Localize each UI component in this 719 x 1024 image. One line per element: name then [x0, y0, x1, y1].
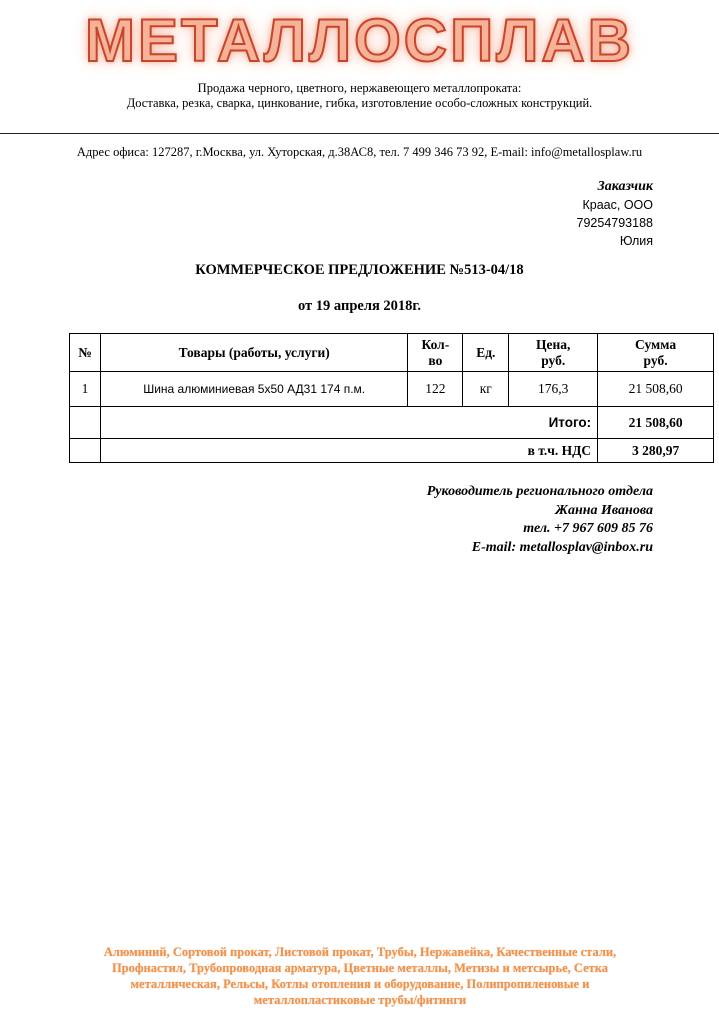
header-unit: Ед. — [463, 334, 509, 372]
vat-label: в т.ч. НДС — [100, 439, 597, 463]
row-item: Шина алюминиевая 5х50 АД31 174 п.м. — [100, 372, 407, 407]
header-price-line1: Цена, — [536, 336, 571, 352]
customer-phone: 79254793188 — [576, 216, 653, 230]
document-title: КОММЕРЧЕСКОЕ ПРЕДЛОЖЕНИЕ №513-04/18 — [195, 262, 524, 278]
header-price — [509, 334, 598, 372]
vat-value: 3 280,97 — [598, 439, 714, 463]
header-sum — [598, 334, 714, 372]
signature-block — [253, 483, 653, 557]
total-row — [70, 407, 714, 439]
document-date: от 19 апреля 2018г. — [297, 298, 422, 314]
vat-empty-cell — [70, 439, 101, 463]
row-num: 1 — [70, 372, 101, 407]
header-sum-line2: руб. — [643, 352, 668, 368]
company-tagline-line1: Продажа черного, цветного, нержавеющего металлопроката: — [197, 81, 522, 95]
total-value: 21 508,60 — [598, 407, 714, 439]
vat-row — [70, 439, 714, 463]
items-table — [69, 333, 714, 463]
customer-title: Заказчик — [597, 179, 653, 194]
header-qty-line1: Кол- — [421, 336, 450, 352]
signature-name: Жанна Иванова — [555, 502, 653, 518]
row-unit: кг — [463, 372, 509, 407]
row-sum: 21 508,60 — [598, 372, 714, 407]
customer-name: Краас, ООО — [582, 198, 653, 212]
header-qty-line2: во — [428, 352, 443, 368]
signature-position: Руководитель регионального отдела — [426, 484, 653, 499]
header-sum-line1: Сумма — [635, 336, 677, 352]
company-tagline-line2: Доставка, резка, сварка, цинкование, гибка, изготовление особо-сложных конструкций. — [126, 96, 593, 110]
header-num: № — [70, 334, 101, 372]
customer-block — [403, 177, 653, 250]
total-label: Итого: — [100, 407, 597, 439]
table-row — [70, 372, 714, 407]
header-price-line2: руб. — [541, 352, 566, 368]
table-header-row — [70, 334, 714, 372]
row-price: 176,3 — [509, 372, 598, 407]
company-logo: МЕТАЛЛОСПЛАВ — [84, 7, 635, 74]
signature-phone: тел. +7 967 609 85 76 — [523, 521, 653, 536]
header-item: Товары (работы, услуги) — [100, 334, 407, 372]
signature-email: E-mail: metallosplav@inbox.ru — [471, 539, 653, 555]
row-qty: 122 — [408, 372, 463, 407]
header-divider — [0, 133, 719, 134]
total-empty-cell — [70, 407, 101, 439]
header-qty — [408, 334, 463, 372]
footer-product-list: Алюминий, Сортовой прокат, Листовой прокат, Трубы, Нержавейка, Качественные стали, Профнастил, Трубопроводная арматура, Цветные металлы, Метизы и метсырье, Сетка металлическая, Рельсы, Котлы отопления и оборудование, Полипропиленовые и металлопластиковые трубы/фитинги — [103, 945, 617, 1007]
office-address: Адрес офиса: 127287, г.Москва, ул. Хуторская, д.38АС8, тел. 7 499 346 73 92, E-mail: info@metallosplaw.ru — [76, 145, 643, 159]
customer-contact: Юлия — [619, 234, 653, 248]
